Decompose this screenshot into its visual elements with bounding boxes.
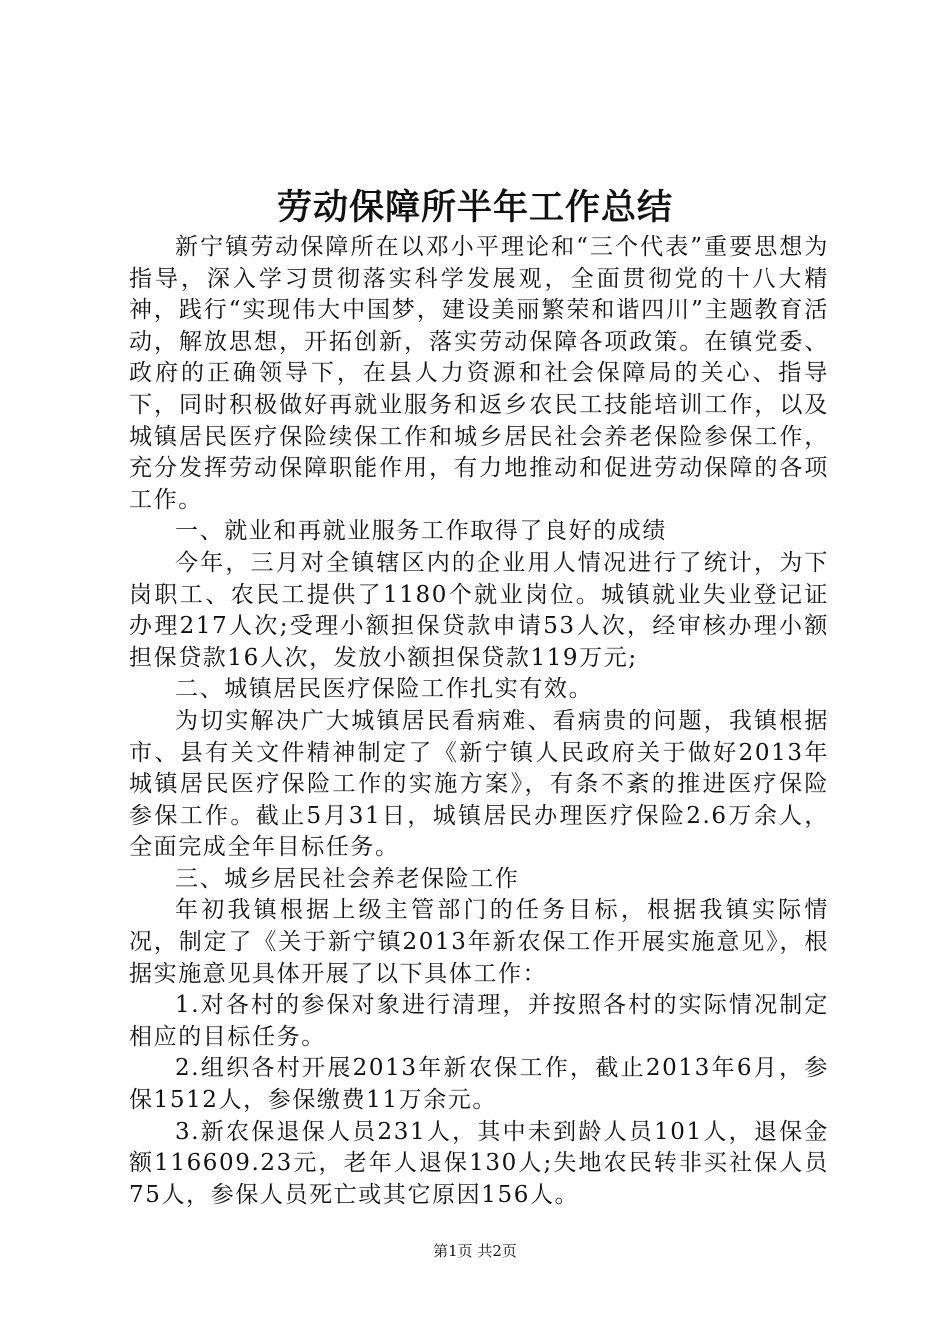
medical-insurance-paragraph: 为切实解决广大城镇居民看病难、看病贵的问题，我镇根据市、县有关文件精神制定了《新宁镇人民政府关于做好2013年城镇居民医疗保险工作的实施方案》，有条不紊的推进医疗保险参保工作。截止5月31日，城镇居民办理医疗保险2.6万余人，全面完成全年目标任务。 xyxy=(129,707,829,861)
pension-item-2: 2.组织各村开展2013年新农保工作，截止2013年6月，参保1512人，参保缴费11万余元。 xyxy=(129,1055,829,1114)
pension-item-3: 3.新农保退保人员231人，其中未到龄人员101人，退保金额116609.23元，老年人退保130人;失地农民转非买社保人员75人，参保人员死亡或其它原因156人。 xyxy=(129,1118,829,1208)
intro-paragraph: 新宁镇劳动保障所在以邓小平理论和“三个代表”重要思想为指导，深入学习贯彻落实科学发展观，全面贯彻党的十八大精神，践行“实现伟大中国梦，建设美丽繁荣和谐四川”主题教育活动，解放思想，开拓创新，落实劳动保障各项政策。在镇党委、政府的正确领导下，在县人力资源和社会保障局的关心、指导下，同时积极做好再就业服务和返乡农民工技能培训工作，以及城镇居民医疗保险续保工作和城乡居民社会养老保险参保工作，充分发挥劳动保障职能作用，有力地推动和促进劳动保障的各项工作。 xyxy=(129,234,829,513)
document-body xyxy=(129,232,829,1211)
document-title: 劳动保障所半年工作总结 xyxy=(276,187,673,228)
page-number-footer: 第1页 共2页 xyxy=(433,1242,517,1260)
employment-paragraph: 今年，三月对全镇辖区内的企业用人情况进行了统计，为下岗职工、农民工提供了1180个就业岗位。城镇就业失业登记证办理217人次;受理小额担保贷款申请53人次，经审核办理小额担保贷款16人次，发放小额担保贷款119万元; xyxy=(129,549,829,671)
section-heading-medical-insurance: 二、城镇居民医疗保险工作扎实有效。 xyxy=(175,676,594,703)
pension-insurance-paragraph: 年初我镇根据上级主管部门的任务目标，根据我镇实际情况，制定了《关于新宁镇2013年新农保工作开展实施意见》，根据实施意见具体开展了以下具体工作： xyxy=(129,897,829,987)
section-heading-pension-insurance: 三、城乡居民社会养老保险工作 xyxy=(175,865,520,892)
pension-item-1: 1.对各村的参保对象进行清理，并按照各村的实际情况制定相应的目标任务。 xyxy=(129,992,829,1050)
section-heading-employment: 一、就业和再就业服务工作取得了良好的成绩 xyxy=(175,518,667,545)
